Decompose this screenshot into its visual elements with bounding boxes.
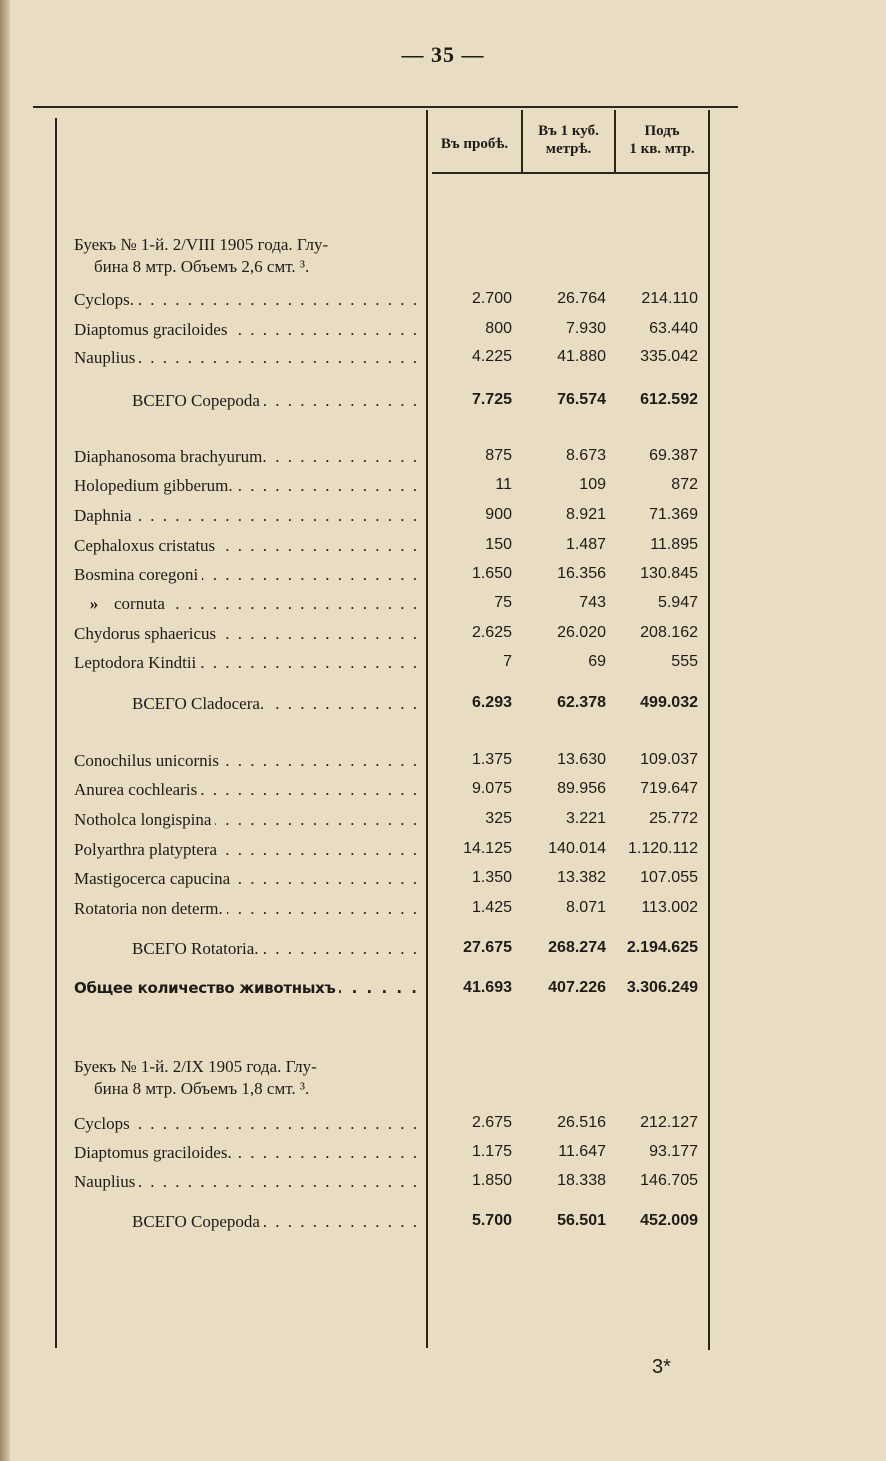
value-per-square-meter: 130.845 xyxy=(640,565,698,582)
value-per-cubic-meter: 11.647 xyxy=(558,1143,606,1160)
table-row xyxy=(0,476,886,502)
value-in-sample: 900 xyxy=(485,506,512,523)
page-binding-edge xyxy=(0,0,10,1461)
subtotal-in-sample: 5.700 xyxy=(471,1212,512,1229)
subtotal-per-cubic-meter: 268.274 xyxy=(548,939,606,956)
species-name: Leptodora Kindtii xyxy=(74,653,200,672)
subtotal-label: ВСЕГО Cladocera. xyxy=(132,694,268,713)
table-row xyxy=(0,290,886,316)
ditto-mark: » xyxy=(89,594,99,613)
species-name: Diaphanosoma brachyurum. xyxy=(74,447,271,466)
species-name: cornuta xyxy=(114,594,165,613)
grand-total-label: Общее количество животныхъ xyxy=(74,979,339,997)
value-per-cubic-meter: 16.356 xyxy=(557,565,606,582)
value-per-cubic-meter: 7.930 xyxy=(565,320,606,337)
value-per-square-meter: 719.647 xyxy=(640,780,698,797)
table-row xyxy=(0,536,886,562)
table-row xyxy=(0,594,886,620)
subtotal-per-cubic-meter: 76.574 xyxy=(557,391,606,408)
value-per-cubic-meter: 1.487 xyxy=(565,536,606,553)
species-name: Notholca longispina xyxy=(74,810,215,829)
value-per-cubic-meter: 13.630 xyxy=(557,751,606,768)
block1-title-line1: Буекъ № 1-й. 2/VIII 1905 года. Глу- xyxy=(74,235,329,254)
value-in-sample: 875 xyxy=(485,447,512,464)
value-per-square-meter: 146.705 xyxy=(640,1172,698,1189)
value-in-sample: 800 xyxy=(485,320,512,337)
subtotal-label: ВСЕГО Rotatoria. xyxy=(132,939,263,958)
value-per-square-meter: 214.110 xyxy=(641,290,698,307)
table-row xyxy=(0,810,886,836)
block2-title-line2: бина 8 мтр. Объемъ 1,8 смт. ³. xyxy=(94,1079,310,1098)
subtotal-label: ВСЕГО Copepoda xyxy=(132,1212,264,1231)
subtotal-row-cladocera xyxy=(0,694,886,720)
table-row xyxy=(0,869,886,895)
value-per-square-meter: 208.162 xyxy=(640,624,698,641)
value-per-square-meter: 25.772 xyxy=(649,810,698,827)
value-per-cubic-meter: 140.014 xyxy=(548,840,606,857)
value-in-sample: 150 xyxy=(485,536,512,553)
species-name: Rotatoria non determ. xyxy=(74,899,227,918)
value-in-sample: 2.675 xyxy=(471,1114,512,1131)
species-name: Anurea cochlearis xyxy=(74,780,201,799)
value-per-cubic-meter: 69 xyxy=(588,653,606,670)
value-per-cubic-meter: 18.338 xyxy=(557,1172,606,1189)
grand-total-in-sample: 41.693 xyxy=(463,979,512,996)
subtotal-per-cubic-meter: 56.501 xyxy=(557,1212,606,1229)
table-row xyxy=(0,624,886,650)
value-in-sample: 75 xyxy=(494,594,512,611)
table-row xyxy=(0,320,886,346)
subtotal-row-copepoda-2 xyxy=(0,1212,886,1238)
species-name: Cyclops xyxy=(74,1114,134,1133)
value-in-sample: 325 xyxy=(485,810,512,827)
value-in-sample: 2.625 xyxy=(471,624,512,641)
value-in-sample: 1.175 xyxy=(471,1143,512,1160)
block1-title-line2: бина 8 мтр. Объемъ 2,6 смт. ³. xyxy=(94,257,310,276)
table-top-rule xyxy=(33,106,738,108)
grand-total-per-square-meter: 3.306.249 xyxy=(626,979,698,996)
value-per-cubic-meter: 41.880 xyxy=(557,348,606,365)
subtotal-in-sample: 6.293 xyxy=(471,694,512,711)
value-in-sample: 9.075 xyxy=(471,780,512,797)
value-per-cubic-meter: 109 xyxy=(579,476,606,493)
subtotal-per-square-meter: 2.194.625 xyxy=(626,939,698,956)
value-per-square-meter: 555 xyxy=(671,653,698,670)
subtotal-per-cubic-meter: 62.378 xyxy=(557,694,606,711)
table-row xyxy=(0,1114,886,1140)
value-per-cubic-meter: 8.071 xyxy=(565,899,606,916)
value-per-cubic-meter: 743 xyxy=(579,594,606,611)
col1-header xyxy=(428,135,521,153)
table-row xyxy=(0,348,886,374)
table-row xyxy=(0,447,886,473)
species-name: Nauplius xyxy=(74,348,139,367)
grand-total-row xyxy=(0,979,886,1005)
species-name: Nauplius xyxy=(74,1172,139,1191)
col3-header-line1: Подъ xyxy=(644,123,680,139)
value-per-square-meter: 335.042 xyxy=(640,348,698,365)
value-in-sample: 1.375 xyxy=(471,751,512,768)
signature-mark: 3* xyxy=(652,1356,671,1378)
subtotal-per-square-meter: 499.032 xyxy=(640,694,698,711)
value-per-cubic-meter: 26.764 xyxy=(557,290,606,307)
value-per-square-meter: 872 xyxy=(671,476,698,493)
subtotal-per-square-meter: 452.009 xyxy=(640,1212,698,1229)
value-in-sample: 1.350 xyxy=(471,869,512,886)
species-name: Polyarthra platyptera xyxy=(74,840,221,859)
value-per-cubic-meter: 26.516 xyxy=(557,1114,606,1131)
species-name: Daphnia xyxy=(74,506,136,525)
table-row xyxy=(0,751,886,777)
value-per-square-meter: 113.002 xyxy=(641,899,698,916)
value-per-cubic-meter: 8.673 xyxy=(565,447,606,464)
value-in-sample: 11 xyxy=(495,476,512,493)
table-row xyxy=(0,899,886,925)
subtotal-row-rotatoria xyxy=(0,939,886,965)
species-name: Bosmina coregoni xyxy=(74,565,202,584)
value-per-square-meter: 71.369 xyxy=(649,506,698,523)
page-number: — 35 — xyxy=(401,42,485,67)
subtotal-per-square-meter: 612.592 xyxy=(640,391,698,408)
value-per-cubic-meter: 89.956 xyxy=(557,780,606,797)
value-in-sample: 14.125 xyxy=(463,840,512,857)
value-per-square-meter: 69.387 xyxy=(649,447,698,464)
subtotal-row-copepoda xyxy=(0,391,886,417)
grand-total-per-cubic-meter: 407.226 xyxy=(548,979,606,996)
species-name: Conochilus unicornis xyxy=(74,751,223,770)
value-per-square-meter: 11.895 xyxy=(650,536,698,553)
col2-header-line1: Въ 1 куб. xyxy=(538,123,599,139)
subtotal-in-sample: 27.675 xyxy=(463,939,512,956)
table-row xyxy=(0,653,886,679)
value-per-square-meter: 212.127 xyxy=(640,1114,698,1131)
species-name: Cephaloxus cristatus xyxy=(74,536,219,555)
subtotal-in-sample: 7.725 xyxy=(471,391,512,408)
col1-header-text: Въ пробѣ. xyxy=(440,136,509,152)
species-name: Diaptomus graciloides xyxy=(74,320,231,339)
value-per-square-meter: 63.440 xyxy=(649,320,698,337)
subtotal-label: ВСЕГО Copepoda xyxy=(132,391,264,410)
block1-title xyxy=(74,234,419,278)
col2-header-line2: метрѣ. xyxy=(545,141,592,157)
value-per-cubic-meter: 26.020 xyxy=(557,624,606,641)
species-name: Diaptomus graciloides. xyxy=(74,1143,236,1162)
value-in-sample: 1.425 xyxy=(471,899,512,916)
col2-header xyxy=(523,122,614,158)
species-name: Cyclops. xyxy=(74,290,138,309)
species-name: Holopedium gibberum. xyxy=(74,476,237,495)
table-row xyxy=(0,1143,886,1169)
species-name: Mastigocerca capucina xyxy=(74,869,234,888)
value-per-square-meter: 5.947 xyxy=(657,594,698,611)
value-per-cubic-meter: 8.921 xyxy=(565,506,606,523)
value-in-sample: 7 xyxy=(503,653,512,670)
value-per-square-meter: 109.037 xyxy=(640,751,698,768)
value-per-square-meter: 93.177 xyxy=(649,1143,698,1160)
block2-title xyxy=(74,1056,419,1100)
col3-header xyxy=(616,122,708,158)
value-per-cubic-meter: 13.382 xyxy=(557,869,606,886)
table-row xyxy=(0,565,886,591)
table-row xyxy=(0,1172,886,1198)
value-per-square-meter: 107.055 xyxy=(640,869,698,886)
value-in-sample: 1.650 xyxy=(471,565,512,582)
table-row xyxy=(0,780,886,806)
table-row xyxy=(0,506,886,532)
value-in-sample: 1.850 xyxy=(471,1172,512,1189)
col3-header-line2: 1 кв. мтр. xyxy=(629,141,695,157)
block2-title-line1: Буекъ № 1-й. 2/IX 1905 года. Глу- xyxy=(74,1057,317,1076)
species-name: Chydorus sphaericus xyxy=(74,624,220,643)
value-per-square-meter: 1.120.112 xyxy=(628,840,698,857)
header-bottom-rule xyxy=(432,172,710,174)
value-per-cubic-meter: 3.221 xyxy=(565,810,606,827)
table-row xyxy=(0,840,886,866)
value-in-sample: 2.700 xyxy=(471,290,512,307)
value-in-sample: 4.225 xyxy=(471,348,512,365)
